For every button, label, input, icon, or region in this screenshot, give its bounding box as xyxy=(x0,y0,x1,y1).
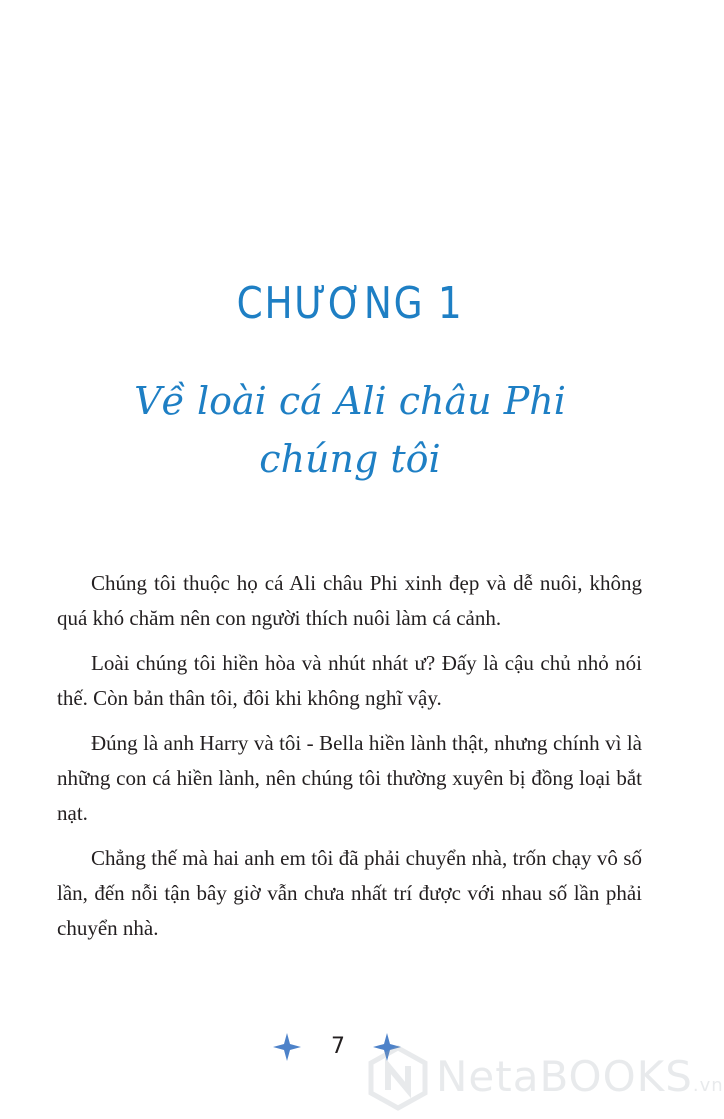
watermark xyxy=(368,1044,724,1114)
star-icon xyxy=(272,1032,302,1062)
netabooks-logo-icon xyxy=(368,1046,428,1110)
watermark-text: NetaBOOKS xyxy=(436,1052,693,1101)
watermark-suffix: .vn xyxy=(692,1075,724,1096)
paragraph-4: Chẳng thế mà hai anh em tôi đã phải chuyển nhà, trốn chạy vô số lần, đến nỗi tận bây giờ vẫn chưa nhất trí được với nhau số lần phải chuyển nhà. xyxy=(57,846,642,940)
chapter-title-line-2: chúng tôi xyxy=(259,437,441,481)
paragraph-2: Loài chúng tôi hiền hòa và nhút nhát ư? Đấy là cậu chủ nhỏ nói thế. Còn bản thân tôi, đôi khi không nghĩ vậy. xyxy=(57,651,642,710)
chapter-title-line-1: Về loài cá Ali châu Phi xyxy=(134,379,566,423)
chapter-label: CHƯƠNG 1 xyxy=(236,278,464,329)
paragraph-3: Đúng là anh Harry và tôi - Bella hiền lành thật, nhưng chính vì là những con cá hiền lành, nên chúng tôi thường xuyên bị đồng loại bắt nạt. xyxy=(57,731,642,825)
paragraph-1: Chúng tôi thuộc họ cá Ali châu Phi xinh đẹp và dễ nuôi, không quá khó chăm nên con người thích nuôi làm cá cảnh. xyxy=(57,571,642,630)
body-text xyxy=(57,566,642,956)
page-number: 7 xyxy=(331,1034,345,1059)
chapter-title xyxy=(0,372,700,488)
